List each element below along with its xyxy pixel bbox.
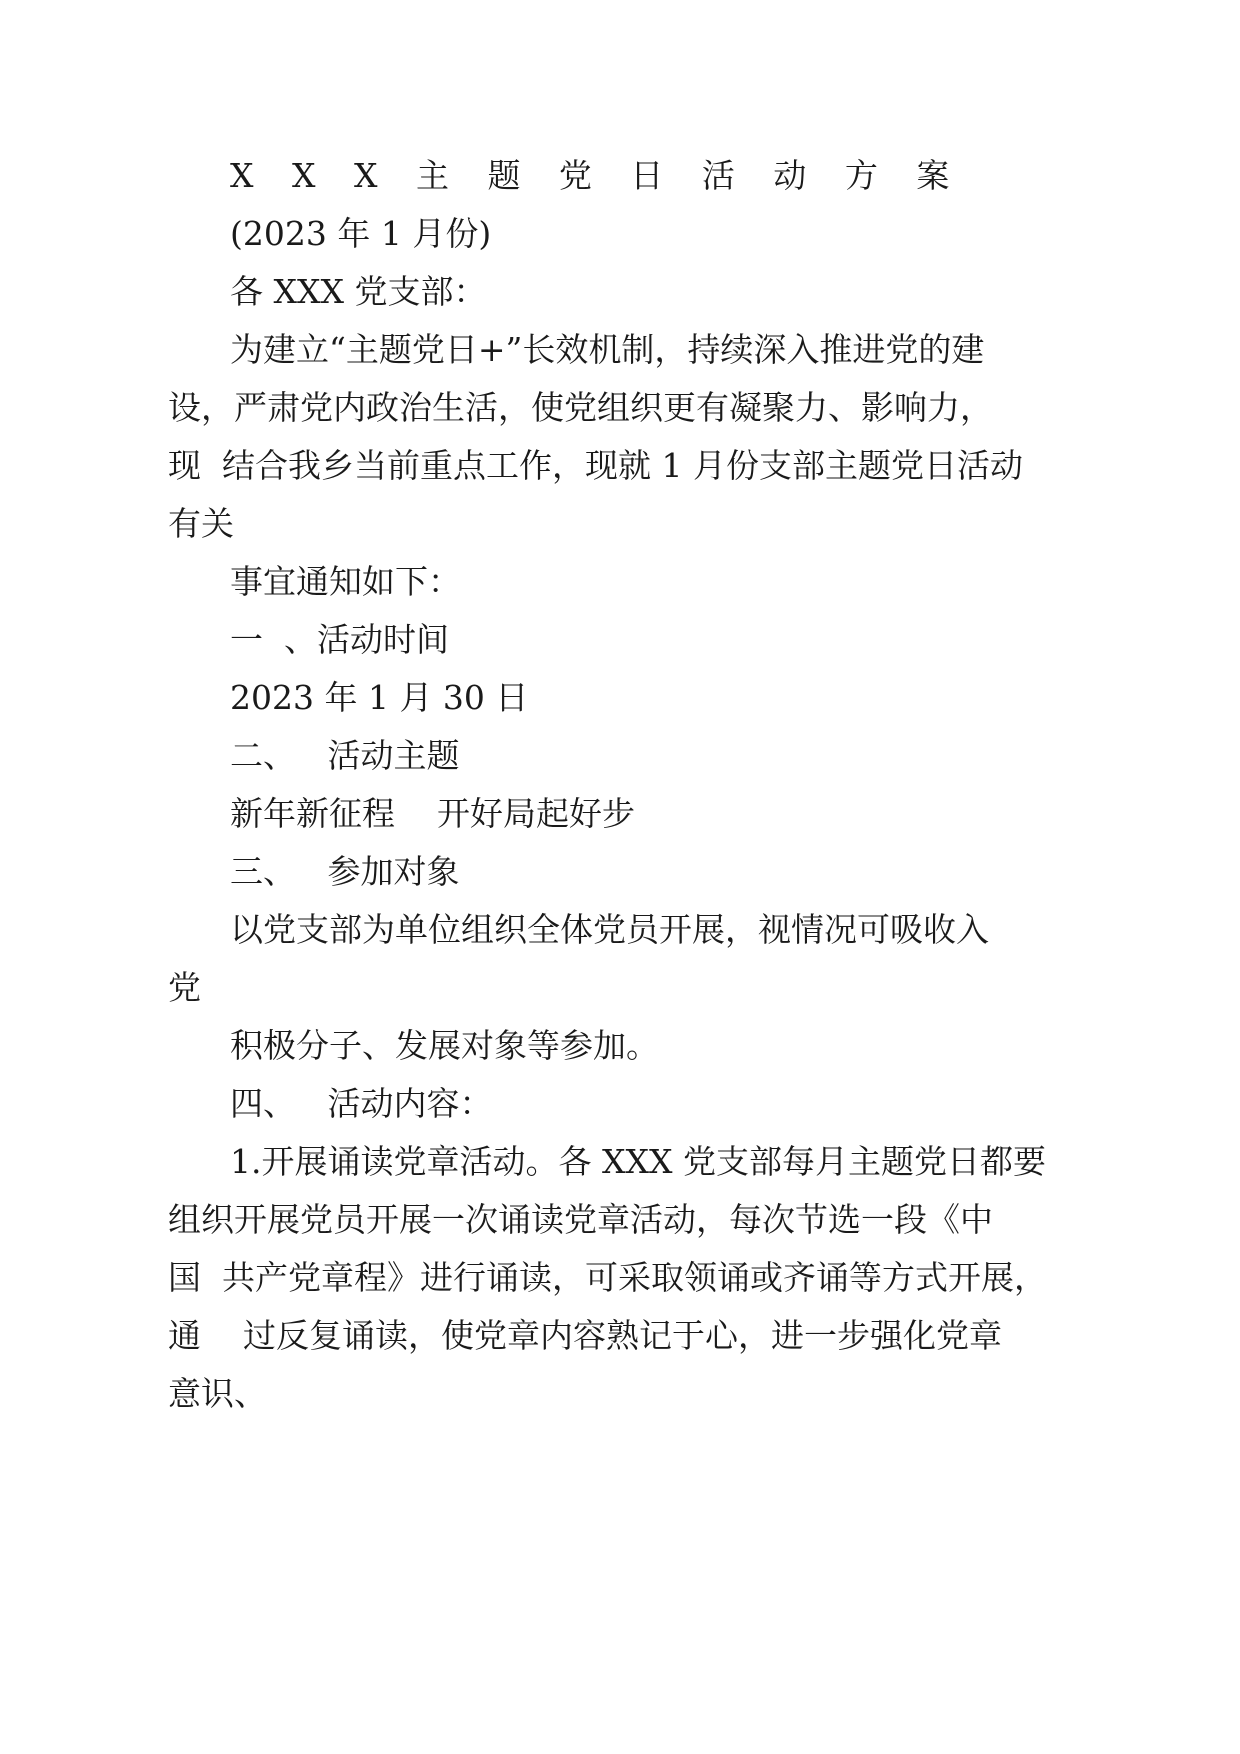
paragraph-line: 设，严肃党内政治生活，使党组织更有凝聚力、影响力，: [168, 388, 993, 427]
activity-date: 2023 年 1 月 30 日: [230, 678, 529, 717]
paragraph-line: 党: [168, 968, 201, 1007]
paragraph-line: 通 过反复诵读，使党章内容熟记于心，进一步强化党章: [168, 1316, 1002, 1355]
paragraph-line: 国 共产党章程》进行诵读，可采取领诵或齐诵等方式开展，: [168, 1258, 1047, 1297]
activity-theme: 新年新征程 开好局起好步: [230, 794, 635, 833]
paragraph-line: 以党支部为单位组织全体党员开展，视情况可吸收入: [230, 910, 989, 949]
section-heading-content: 四、 活动内容：: [230, 1084, 493, 1123]
paragraph-line: 现 结合我乡当前重点工作，现就 1 月份支部主题党日活动: [168, 446, 1023, 485]
paragraph-line: 积极分子、发展对象等参加。: [230, 1026, 659, 1065]
section-heading-theme: 二、 活动主题: [230, 736, 460, 775]
document-title: X X X 主 题 党 日 活 动 方 案: [230, 156, 964, 195]
paragraph-line: 事宜通知如下：: [230, 562, 461, 601]
section-heading-participants: 三、 参加对象: [230, 852, 460, 891]
section-heading-time: 一 、活动时间: [230, 620, 449, 659]
paragraph-line: 1.开展诵读党章活动。各 XXX 党支部每月主题党日都要: [230, 1142, 1046, 1181]
paragraph-line: 有关: [168, 504, 234, 543]
paragraph-line: 为建立“主题党日+”长效机制，持续深入推进党的建: [230, 330, 985, 369]
paragraph-line: 意识、: [168, 1374, 267, 1413]
salutation: 各 XXX 党支部：: [230, 272, 487, 311]
document-subtitle: (2023 年 1 月份): [230, 214, 492, 253]
paragraph-line: 组织开展党员开展一次诵读党章活动，每次节选一段《中: [168, 1200, 993, 1239]
